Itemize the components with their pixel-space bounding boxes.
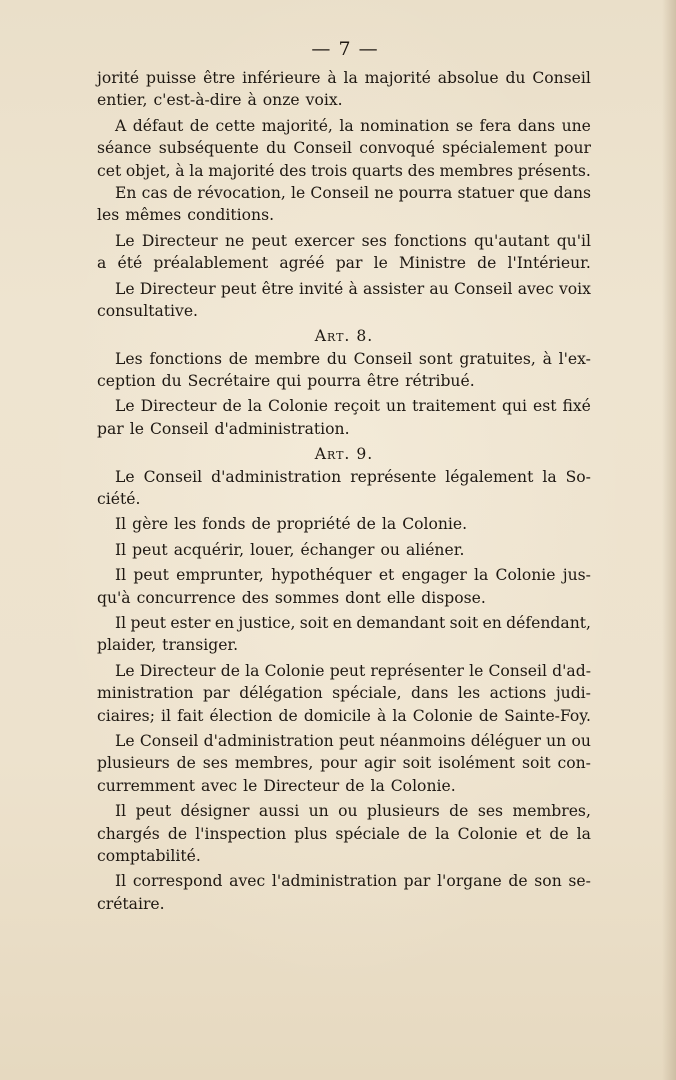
page-number: — 7 — [311,38,379,60]
text-line: entier, c'est-à-dire à onze voix. [97,91,343,110]
text-line: Il gère les fonds de propriété de la Colonie. [115,515,468,534]
text-line: Le Directeur ne peut exercer ses fonctions qu'autant qu'il [115,231,591,250]
body-text [97,67,591,915]
text-line: crétaire. [97,894,165,913]
article-heading: Art. 9. [314,445,374,464]
text-line: séance subséquente du Conseil convoqué spécialement pour [97,139,591,158]
page-edge-shadow [662,0,676,1080]
text-line: a été préalablement agréé par le Ministre de l'Intérieur. [97,254,591,273]
text-line: Le Conseil d'administration peut néanmoins déléguer un ou [115,731,591,750]
text-line: Il peut désigner aussi un ou plusieurs de ses membres, [115,802,591,821]
text-line: ciété. [97,490,141,509]
text-line: En cas de révocation, le Conseil ne pourra statuer que dans [115,183,591,202]
article-heading: Art. 8. [314,327,374,346]
text-line: Le Directeur de la Colonie reçoit un traitement qui est fixé [115,397,591,416]
text-line: plusieurs de ses membres, pour agir soit isolément soit con- [97,754,591,773]
text-line: ministration par délégation spéciale, dans les actions judi- [97,684,591,703]
text-line: plaider, transiger. [97,636,239,655]
text-line: Il correspond avec l'administration par l'organe de son se- [115,872,591,891]
text-line: chargés de l'inspection plus spéciale de la Colonie et de la [97,824,591,843]
text-line: ception du Secrétaire qui pourra être rétribué. [97,372,475,391]
text-line: par le Conseil d'administration. [97,419,350,438]
text-line: curremment avec le Directeur de la Colonie. [97,776,456,795]
text-line: consultative. [97,301,199,320]
text-line: cet objet, à la majorité des trois quarts des membres présents. [97,161,591,180]
text-line: ciaires; il fait élection de domicile à la Colonie de Sainte-Foy. [97,706,591,725]
text-line: Le Conseil d'administration représente légalement la So- [115,467,591,486]
text-line: qu'à concurrence des sommes dont elle dispose. [97,588,486,607]
text-line: comptabilité. [97,846,201,865]
text-line: jorité puisse être inférieure à la majorité absolue du Conseil [97,69,591,87]
text-line: Le Directeur de la Colonie peut représenter le Conseil d'ad- [115,661,591,680]
text-line: les mêmes conditions. [97,206,275,225]
text-line: Les fonctions de membre du Conseil sont gratuites, à l'ex- [115,349,591,368]
text-line: Il peut emprunter, hypothéquer et engager la Colonie jus- [115,566,591,585]
text-line: Il peut ester en justice, soit en demandant soit en défendant, [115,613,591,632]
text-line: Le Directeur peut être invité à assister au Conseil avec voix [115,279,591,298]
text-line: A défaut de cette majorité, la nomination se fera dans une [115,116,591,135]
text-line: Il peut acquérir, louer, échanger ou aliéner. [115,540,465,559]
